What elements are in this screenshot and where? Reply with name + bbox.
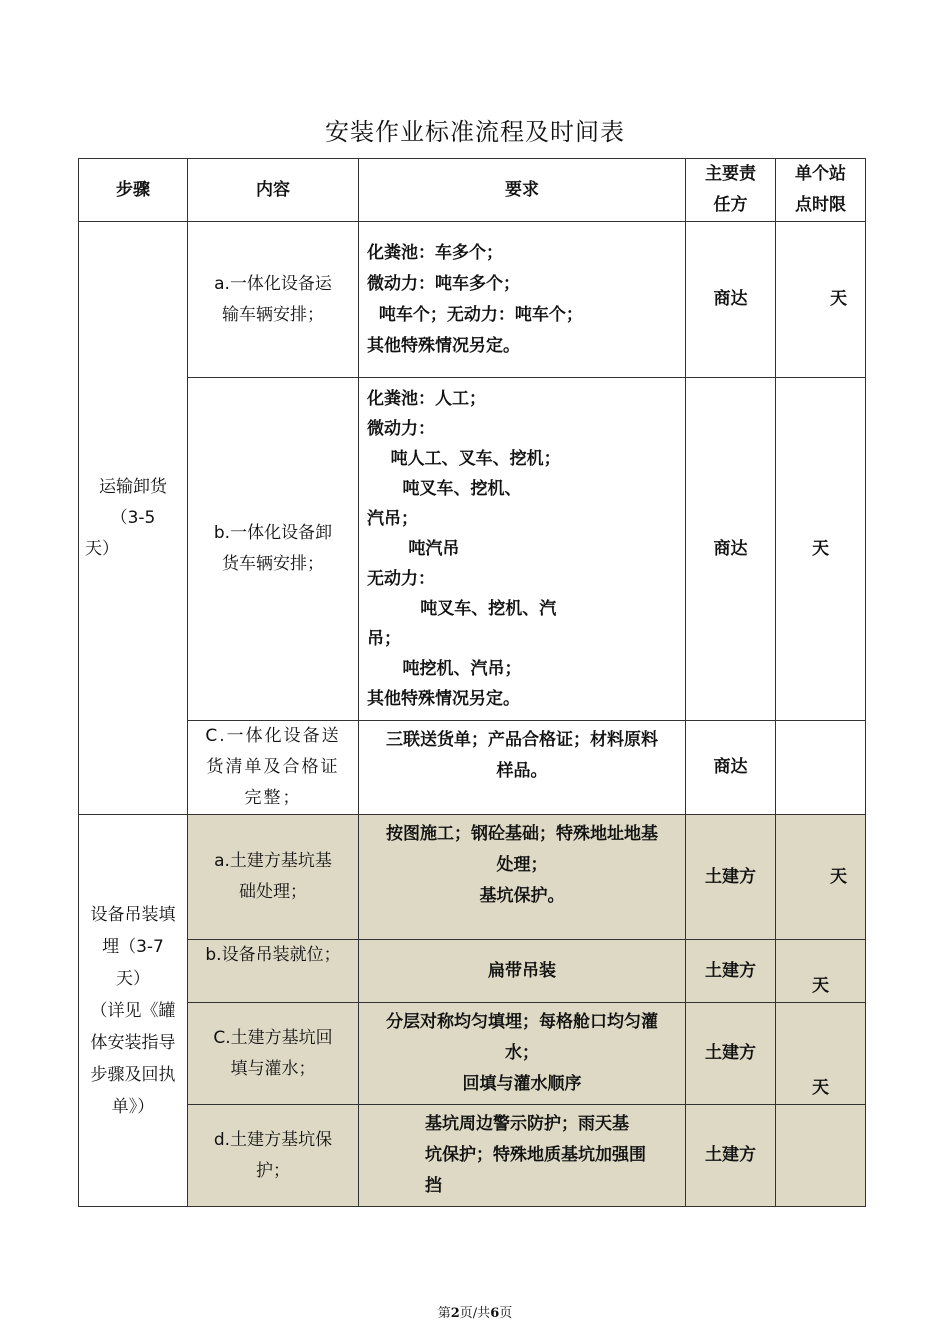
table-row — [79, 1105, 866, 1207]
content-line: 完整； — [244, 788, 302, 808]
time-cell: 天 — [776, 1003, 866, 1105]
responsible-cell: 商达 — [686, 222, 776, 378]
step-line: （3-5 — [110, 507, 156, 528]
responsible-cell: 土建方 — [686, 1003, 776, 1105]
requirement-line: 坑保护；特殊地质基坑加强围 — [425, 1145, 646, 1165]
content-line: b.一体化设备卸 — [213, 523, 333, 543]
table-row — [79, 940, 866, 1003]
footer-prefix: 第 — [437, 1306, 451, 1321]
responsible-cell: 商达 — [686, 378, 776, 721]
header-requirement: 要求 — [359, 159, 686, 222]
header-responsible — [686, 159, 776, 222]
time-cell: 天 — [776, 378, 866, 721]
requirement-line: 微动力： — [367, 419, 435, 439]
content-cell — [188, 940, 359, 1003]
requirement-line: 化粪池：车多个； — [367, 242, 503, 263]
header-time-limit — [776, 159, 866, 222]
content-line: C.土建方基坑回 — [213, 1027, 333, 1048]
content-line: 货车辆安排； — [222, 554, 324, 574]
requirement-line: 吨车个；无动力：吨车个； — [367, 304, 583, 325]
content-cell — [188, 815, 359, 940]
content-line: 础处理； — [239, 882, 307, 902]
requirement-line: 吨汽吊 — [367, 539, 460, 559]
content-line: a.土建方基坑基 — [214, 851, 332, 871]
requirement-cell — [359, 815, 686, 940]
requirement-cell — [359, 1003, 686, 1105]
footer-suffix: 页 — [499, 1306, 513, 1321]
content-line: C.一体化设备送 — [205, 726, 341, 746]
requirement-line: 基坑周边警示防护；雨天基 — [425, 1114, 629, 1134]
requirement-line: 扁带吊装 — [488, 960, 556, 981]
step-line: 单》） — [111, 1096, 155, 1117]
step-line: 天） — [116, 968, 150, 989]
time-cell: 天 — [776, 222, 866, 378]
header-responsible-line2: 任方 — [713, 195, 748, 215]
requirement-line: 样品。 — [496, 761, 548, 781]
requirement-line: 水； — [505, 1043, 539, 1063]
footer-total-pages: 6 — [490, 1306, 500, 1321]
requirement-line: 吨叉车、挖机、汽 — [367, 599, 557, 619]
requirement-line: 回填与灌水顺序 — [462, 1074, 582, 1094]
requirement-line: 按图施工；钢砼基础；特殊地址地基 — [386, 824, 658, 844]
header-content: 内容 — [188, 159, 359, 222]
time-cell — [776, 721, 866, 815]
time-cell: 天 — [776, 940, 866, 1003]
requirement-cell — [359, 1105, 686, 1207]
step-cell-installation — [79, 815, 188, 1207]
requirement-line: 汽吊； — [367, 509, 418, 529]
content-cell — [188, 1003, 359, 1105]
requirement-line: 吊； — [367, 629, 401, 649]
content-line: 货清单及合格证 — [206, 757, 340, 777]
page-footer — [0, 1302, 950, 1321]
document-title: 安装作业标准流程及时间表 — [325, 118, 625, 146]
header-row — [79, 159, 866, 222]
content-line: b.设备吊装就位； — [205, 945, 341, 965]
requirement-line: 基坑保护。 — [479, 886, 565, 906]
table-row — [79, 222, 866, 378]
requirement-cell — [359, 721, 686, 815]
requirement-line: 其他特殊情况另定。 — [367, 335, 520, 356]
content-line: 填与灌水； — [230, 1058, 316, 1079]
requirement-line: 处理； — [496, 855, 548, 875]
content-cell — [188, 1105, 359, 1207]
header-time-line2: 点时限 — [795, 195, 846, 215]
table-row — [79, 1003, 866, 1105]
header-step: 步骤 — [79, 159, 188, 222]
content-cell — [188, 222, 359, 378]
content-cell — [188, 378, 359, 721]
responsible-cell: 土建方 — [686, 1105, 776, 1207]
content-line: d.土建方基坑保 — [213, 1129, 333, 1150]
content-line: 护； — [256, 1160, 290, 1181]
requirement-cell — [359, 222, 686, 378]
step-line: 设备吊装填 — [90, 904, 176, 925]
step-line: 埋（3-7 — [102, 936, 164, 957]
header-responsible-line1: 主要责 — [705, 164, 756, 184]
step-line: 天） — [85, 538, 119, 559]
requirement-line: 吨叉车、挖机、 — [367, 479, 522, 499]
step-cell-transport — [79, 222, 188, 815]
schedule-table — [78, 158, 866, 1207]
requirement-line: 吨挖机、汽吊； — [367, 659, 522, 679]
time-cell: 天 — [776, 815, 866, 940]
requirement-line: 分层对称均匀填埋；每格舱口均匀灌 — [386, 1012, 658, 1032]
requirement-cell — [359, 378, 686, 721]
footer-page-number: 2 — [450, 1306, 460, 1321]
requirement-cell — [359, 940, 686, 1003]
time-cell — [776, 1105, 866, 1207]
footer-middle: 页/共 — [459, 1306, 491, 1321]
table-row — [79, 378, 866, 721]
requirement-line: 三联送货单；产品合格证；材料原料 — [386, 730, 658, 750]
header-time-line1: 单个站 — [795, 164, 846, 184]
responsible-cell: 商达 — [686, 721, 776, 815]
responsible-cell: 土建方 — [686, 815, 776, 940]
requirement-line: 无动力： — [367, 569, 435, 589]
step-line: 运输卸货 — [99, 476, 167, 497]
step-line: 体安装指导 — [90, 1032, 176, 1053]
table-row — [79, 815, 866, 940]
responsible-cell: 土建方 — [686, 940, 776, 1003]
content-line: a.一体化设备运 — [214, 273, 332, 294]
requirement-line: 其他特殊情况另定。 — [367, 689, 520, 709]
requirement-line: 化粪池：人工； — [367, 389, 486, 409]
requirement-line: 吨人工、叉车、挖机； — [367, 449, 561, 469]
content-cell — [188, 721, 359, 815]
content-line: 输车辆安排； — [222, 304, 324, 325]
step-line: 步骤及回执 — [90, 1064, 176, 1085]
requirement-line: 挡 — [425, 1176, 442, 1196]
requirement-line: 微动力：吨车多个； — [367, 273, 520, 294]
table-row — [79, 721, 866, 815]
step-line: （详见《罐 — [90, 1000, 176, 1021]
